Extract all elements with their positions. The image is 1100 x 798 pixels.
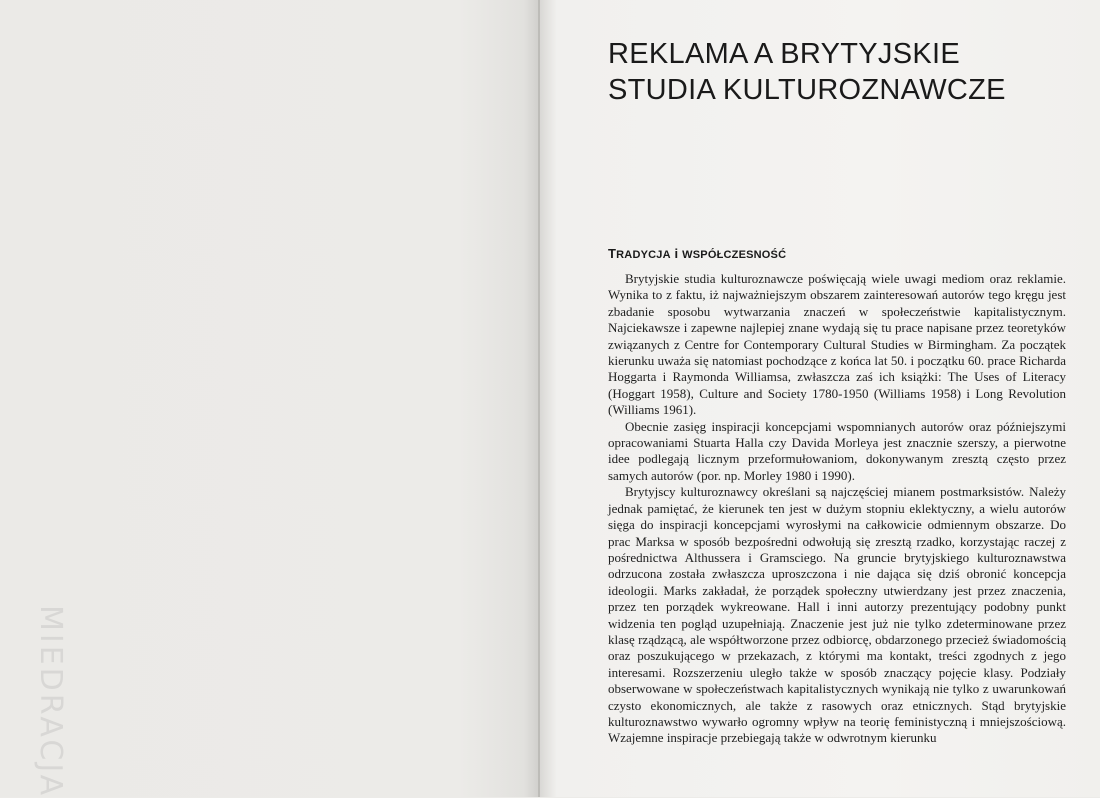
stamp-text: MIEDRACJA [33, 605, 68, 798]
section-heading-word-2: WSPÓŁCZESNOŚĆ [682, 249, 787, 261]
chapter-title-line-2: STUDIA KULTUROZNAWCZE [608, 74, 1006, 106]
chapter-title-line-1: REKLAMA A BRYTYJSKIE [608, 38, 961, 70]
left-page [0, 0, 540, 797]
paragraph: Brytyjscy kulturoznawcy określani są najczęściej mianem postmarksistów. Należy jednak pamiętać, że kierunek ten jest w dużym stopniu eklektyczny, a wielu autorów sięga do inspiracji koncepcjami wyrosłymi na całkowicie odmiennym obszarze. Do prac Marksa w sposób bezpośredni odwołują się zresztą rzadko, korzystając raczej z pośrednictwa Althussera i Gramsciego. Na gruncie brytyjskiego kulturoznawstwa odrzucona została zwłaszcza uproszczona i nie dająca się dziś obronić koncepcja ideologii. Marks zakładał, że porządek społeczny utwierdzany jest przez znaczenia, przez ten porządek wykreowane. Hall i inni autorzy prezentujący podobny punkt widzenia ten pogląd uzupełniają. Znaczenie jest już nie tylko zdeterminowane przez klasę rządzącą, ale współtworzone przez odbiorcę, obdarzonego przecież świadomością oraz poszukującego w przekazach, z którymi ma kontakt, treści zgodnych z jego interesami. Rozszerzeniu uległo także w sposób znaczący pojęcie klasy. Podziały obserwowane w społeczeństwach kapitalistycznych wynikają nie tylko z uwarunkowań czysto ekonomicznych, ale także z rasowych oraz etnicznych. Stąd brytyjskie kulturoznawstwo wywarło ogromny wpływ na teorię feministyczną i mniejszościową. Wzajemne inspiracje przebiegają także w odwrotnym kierunku [608, 484, 1066, 746]
paragraph: Obecnie zasięg inspiracji koncepcjami wspomnianych autorów oraz późniejszymi opracowaniami Stuarta Halla czy Davida Morleya jest znacznie szerszy, a pierwotne idee podlegają licznym przeformułowaniom, dokonywanym zresztą często przez samych autorów (por. np. Morley 1980 i 1990). [608, 418, 1066, 483]
section-heading [608, 246, 1066, 261]
body-text [608, 271, 1066, 747]
section-heading-initial: T [608, 246, 617, 261]
chapter-title [608, 36, 1066, 108]
page-content [608, 36, 1066, 747]
section-heading-conjunction: i [670, 246, 683, 261]
paragraph: Brytyjskie studia kulturoznawcze poświęcają wiele uwagi mediom oraz reklamie. Wynika to z faktu, iż najważniejszym obszarem zainteresowań autorów tego kręgu jest zbadanie sposobu wytwarzania znaczeń w społeczeństwie kapitalistycznym. Najciekawsze i zapewne najlepiej znane wydają się tu prace napisane przez teoretyków związanych z Centre for Contemporary Cultural Studies w Birmingham. Za początek kierunku uważa się natomiast pochodzące z końca lat 50. i początku 60. prace Richarda Hoggarta i Raymonda Williamsa, zwłaszcza zaś ich książki: The Uses of Literacy (Hoggart 1958), Culture and Society 1780-1950 (Williams 1958) i Long Revolution (Williams 1961). [608, 271, 1066, 418]
section-heading-word-1: RADYCJA [616, 249, 671, 261]
library-stamp [28, 305, 108, 798]
